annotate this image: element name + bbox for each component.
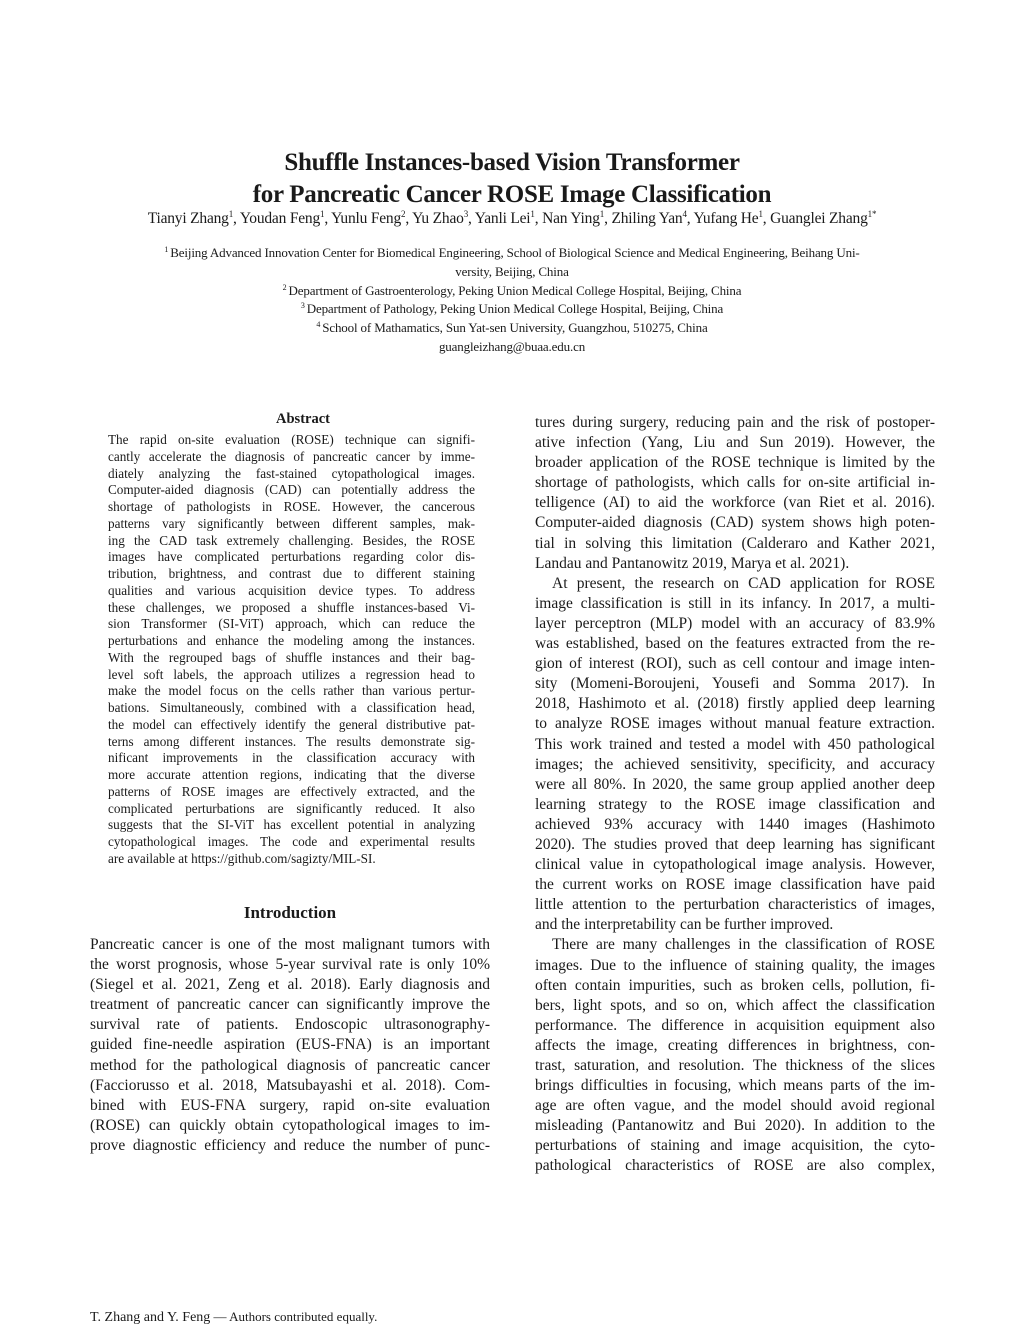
author-separator: , xyxy=(405,210,413,227)
text-line: sion Transformer (SI-ViT) approach, which can reduce the xyxy=(108,616,475,632)
text-line: patterns vary significantly between different samples, mak- xyxy=(108,515,475,531)
author-separator: , xyxy=(604,210,612,227)
affiliation-text: Department of Pathology, Peking Union Medical College Hospital, Beijing, China xyxy=(306,301,724,316)
text-line: the worst prognosis, whose 5-year survival rate is only 10% xyxy=(90,956,490,974)
author xyxy=(694,210,771,227)
text-line: 2020). The studies proved that deep learning has significant xyxy=(535,835,935,853)
introduction-heading: Introduction xyxy=(243,903,337,922)
text-line: the current works on ROSE image classification have paid xyxy=(535,876,935,894)
affiliation-sup: 4 xyxy=(316,319,321,329)
author-separator: , xyxy=(324,210,332,227)
text-line: these challenges, we proposed a shuffle instances-based Vi- xyxy=(108,599,475,615)
corresponding-email[interactable]: guangleizhang@buaa.edu.cn xyxy=(438,339,586,354)
author-name: Yanli Lei xyxy=(474,210,531,227)
author-affil-sup: 1 xyxy=(758,208,763,219)
footnote xyxy=(90,1308,377,1327)
affiliation-text: Beijing Advanced Innovation Center for Biomedical Engineering, School of Biological Science and Medical Engineering, Beihang Uni- xyxy=(170,245,860,260)
author-affil-sup: 1 xyxy=(530,208,535,219)
text-line: bers, light spots, and so on, which affect the classification xyxy=(535,996,935,1014)
author-name: Zhiling Yan xyxy=(611,210,683,227)
text-line: affects the image, creating differences in brightness, con- xyxy=(535,1036,935,1054)
author xyxy=(611,210,693,227)
author xyxy=(770,210,876,227)
author xyxy=(148,210,240,227)
author xyxy=(475,210,542,227)
author-separator: , xyxy=(534,210,543,227)
text-line: image classification is still in its infancy. In 2017, a multi- xyxy=(535,594,935,612)
text-line: age are often vague, and the model should avoid regional xyxy=(535,1097,935,1115)
author-separator: , xyxy=(468,210,475,227)
text-line: broader application of the ROSE technique is limited by the xyxy=(535,454,935,472)
author-affil-sup: 1 xyxy=(320,208,325,219)
text-line: little attention to the perturbation characteristics of images, xyxy=(535,896,935,914)
introduction-left-column xyxy=(90,935,490,1156)
introduction-right-column xyxy=(535,413,935,1177)
text-line: Landau and Pantanowitz 2019, Marya et al. 2021). xyxy=(535,554,850,572)
author-name: Tianyi Zhang xyxy=(147,210,229,227)
author xyxy=(412,210,475,227)
text-line: were all 80%. In 2020, the same group applied another deep xyxy=(535,775,935,793)
text-line: prove diagnostic efficiency and reduce the number of punc- xyxy=(90,1136,490,1154)
text-line: layer perceptron (MLP) model with an accuracy of 83.9% xyxy=(535,614,935,632)
text-line: shortage of pathologists in ROSE. However, the cancerous xyxy=(108,499,475,514)
text-line: brings difficulties in focusing, which means parts of the im- xyxy=(535,1077,935,1095)
text-line: Computer-aided diagnosis (CAD) system shows high poten- xyxy=(535,514,935,532)
abstract-body xyxy=(108,432,475,868)
text-line: tures during surgery, reducing pain and the risk of postoper- xyxy=(535,414,935,431)
author xyxy=(331,210,412,227)
text-line: to analyze ROSE images without manual feature extraction. xyxy=(535,715,935,733)
author-separator: , xyxy=(686,210,694,227)
text-line: often contain impurities, such as broken cells, pollution, fi- xyxy=(535,976,935,994)
author-name: Guanglei Zhang xyxy=(770,210,868,227)
author-affil-sup: 2 xyxy=(401,208,406,219)
text-line: suggests that the SI-ViT has excellent potential in analyzing xyxy=(108,817,475,833)
abstract-heading: Abstract xyxy=(276,411,330,427)
text-line: With the regrouped bags of shuffle instances and their bag- xyxy=(108,649,475,665)
text-line: images; the achieved sensitivity, specificity, and accuracy xyxy=(535,755,935,773)
author-name: Nan Ying xyxy=(542,210,600,227)
text-line: Computer-aided diagnosis (CAD) can potentially address the xyxy=(108,482,475,498)
text-line: and the interpretability can be further improved. xyxy=(535,916,834,934)
author-separator: , xyxy=(233,210,240,227)
text-line: At present, the research on CAD application for ROSE xyxy=(552,574,935,592)
text-line: shortage of pathologists, which calls for on-site artificial in- xyxy=(535,474,935,492)
text-line: cytopathological images. The code and experimental results xyxy=(108,834,475,849)
paper-title-line-1: Shuffle Instances-based Vision Transformer xyxy=(284,149,740,176)
text-line: sity (Momeni-Boroujeni, Yousefi and Somma 2017). In xyxy=(535,675,935,693)
text-line: pathological characteristics of ROSE are also complex, xyxy=(535,1157,935,1175)
text-line: survival rate of patients. Endoscopic ultrasonography- xyxy=(90,1016,490,1034)
text-line: perturbations and enhance the modeling among the instances. xyxy=(108,633,475,648)
text-line: telligence (AI) to aid the workforce (van Riet et al. 2016). xyxy=(535,494,935,512)
text-line: perturbations of staining and image acquisition, the cyto- xyxy=(535,1137,935,1155)
text-line: guided fine-needle aspiration (EUS-FNA) is an important xyxy=(90,1036,490,1054)
text-line: Pancreatic cancer is one of the most malignant tumors with xyxy=(90,936,490,953)
author-affil-sup: 4 xyxy=(682,208,687,219)
footnote-names: T. Zhang and Y. Feng xyxy=(90,1310,211,1325)
text-line: cantly accelerate the diagnosis of pancreatic cancer by imme- xyxy=(108,448,475,464)
text-line: more accurate attention regions, indicating that the diverse xyxy=(108,767,475,782)
text-line: terns among different instances. The results demonstrate sig- xyxy=(108,733,475,749)
author-name: Youdan Feng xyxy=(239,210,321,227)
text-line: (Facciorusso et al. 2018, Matsubayashi et al. 2018). Com- xyxy=(90,1076,490,1094)
text-line: treatment of pancreatic cancer can significantly improve the xyxy=(90,996,490,1014)
affiliation-sup: 1 xyxy=(164,244,169,254)
text-line: clinical value in cytopathological image analysis. However, xyxy=(535,856,935,874)
text-line: There are many challenges in the classification of ROSE xyxy=(552,936,935,954)
author-separator: , xyxy=(762,210,771,227)
text-line: misleading (Pantanowitz and Bui 2020). In addition to the xyxy=(535,1117,935,1135)
text-line: tial in solving this limitation (Calderaro and Kather 2021, xyxy=(535,534,935,552)
text-line: method for the pathological diagnosis of pancreatic cancer xyxy=(90,1056,490,1074)
affiliation-sup: 2 xyxy=(282,282,287,292)
author-name: Yufang He xyxy=(693,210,759,227)
text-line: ing the CAD task extremely challenging. Besides, the ROSE xyxy=(108,532,475,548)
text-line: achieved 93% accuracy with 1440 images (Hashimoto xyxy=(535,815,935,833)
text-line: the model can effectively identify the general distributive pat- xyxy=(108,716,475,732)
author-name: Yunlu Feng xyxy=(331,210,402,227)
text-line: level soft labels, the approach utilizes a regression head to xyxy=(108,666,475,682)
text-line: tribution, brightness, and contrast due to different staining xyxy=(108,566,475,581)
author-list xyxy=(0,209,1024,229)
affiliation-text: School of Mathamatics, Sun Yat-sen University, Guangzhou, 510275, China xyxy=(322,320,708,335)
author-name: Yu Zhao xyxy=(412,210,464,227)
footnote-dash: — xyxy=(210,1309,230,1324)
paper-title-line-2: for Pancreatic Cancer ROSE Image Classification xyxy=(252,181,772,208)
affiliation-1-continued: versity, Beijing, China xyxy=(455,264,569,279)
author-affil-sup: 1* xyxy=(867,208,877,219)
text-line: bations. Simultaneously, combined with a classification head, xyxy=(108,700,475,715)
text-line: (ROSE) can quickly obtain cytopathological images to im- xyxy=(90,1116,490,1134)
text-line: bined with EUS-FNA surgery, rapid on-site evaluation xyxy=(90,1096,490,1114)
text-line: learning strategy to the ROSE image classification and xyxy=(535,795,935,813)
author-affil-sup: 1 xyxy=(228,208,234,219)
author-affil-sup: 3 xyxy=(463,208,469,219)
affiliation-text: Department of Gastroenterology, Peking Union Medical College Hospital, Beijing, China xyxy=(288,283,742,298)
affiliation-4 xyxy=(0,319,1024,338)
text-line: patterns of ROSE images are effectively extracted, and the xyxy=(108,783,475,799)
affiliation-3 xyxy=(0,300,1024,319)
text-line: performance. The difference in acquisition equipment also xyxy=(535,1016,935,1034)
author xyxy=(542,210,611,227)
text-line: make the model focus on the cells rather than various pertur- xyxy=(108,683,475,699)
text-line: The rapid on-site evaluation (ROSE) technique can signifi- xyxy=(108,432,475,447)
affiliation-1 xyxy=(0,244,1024,263)
text-line: ative infection (Yang, Liu and Sun 2019). However, the xyxy=(535,434,935,452)
text-line: This work trained and tested a model with 450 pathological xyxy=(535,735,935,753)
text-line: 2018, Hashimoto et al. (2018) firstly applied deep learning xyxy=(535,695,935,713)
affiliation-sup: 3 xyxy=(300,300,305,310)
text-line: complicated perturbations are significantly reduced. It also xyxy=(108,800,475,816)
text-line: nificant improvements in the classification accuracy with xyxy=(108,750,475,766)
text-line: gion of interest (ROI), such as cell contour and image inten- xyxy=(535,655,935,673)
text-line: diately analyzing the fast-stained cytopathological images. xyxy=(108,465,475,481)
text-line: images have complicated perturbations regarding color dis- xyxy=(108,549,475,565)
footnote-text: Authors contributed equally. xyxy=(229,1309,378,1324)
text-line: (Siegel et al. 2021, Zeng et al. 2018). Early diagnosis and xyxy=(90,976,490,994)
author-affil-sup: 1 xyxy=(599,208,605,219)
text-line: images. Due to the influence of staining quality, the images xyxy=(535,956,935,974)
affiliation-2 xyxy=(0,282,1024,301)
author xyxy=(240,210,331,227)
text-line: was established, based on the features extracted from the re- xyxy=(535,635,935,653)
text-line: trast, saturation, and resolution. The thickness of the slices xyxy=(535,1057,935,1074)
text-line: qualities and various acquisition device types. To address xyxy=(108,582,475,598)
text-line: are available at https://github.com/sagizty/MIL-SI. xyxy=(108,850,376,866)
